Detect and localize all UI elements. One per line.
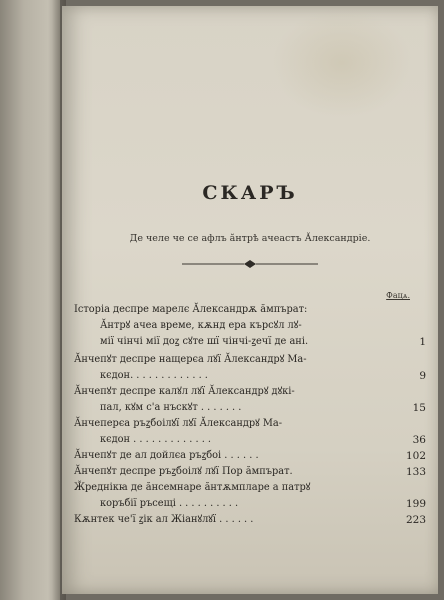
toc-page-number: 9	[419, 370, 426, 382]
toc-page-number: 199	[405, 498, 426, 510]
toc-entry-line: Ӑнчепꙋт де ал дойлєа ръꙁбоі . . . . . .	[74, 450, 259, 461]
toc-entry-line: Ӑнтрꙋ ачеа време, кѫнд ера кърсꙋл лꙋ-	[100, 320, 302, 331]
toc-page-number: 36	[412, 434, 426, 446]
paper-stain	[272, 8, 412, 118]
toc-page-number: 1	[419, 336, 426, 348]
page-title: СКАРЪ	[202, 182, 298, 204]
book-page	[62, 6, 438, 594]
toc-entry	[74, 302, 426, 350]
toc-entry	[74, 384, 426, 416]
toc-entry	[74, 416, 426, 448]
facing-page-edge	[0, 0, 60, 600]
toc-entry	[74, 464, 426, 480]
toc-page-number: 133	[405, 466, 426, 478]
toc-page-number: 15	[412, 402, 426, 414]
toc-entry-line: коръбії ръсещі . . . . . . . . . .	[100, 498, 239, 509]
toc-entry-line: Ӑнчепꙋт деспре калꙋл лꙋї Ӑлександрꙋ дꙋкі-	[74, 386, 295, 397]
toc-entry-line: кєдон . . . . . . . . . . . . .	[100, 434, 212, 445]
page-subtitle: Де челе че се афлъ ӑнтрѣ ачеастъ Ӑлександріе.	[129, 233, 371, 244]
toc-entry	[74, 512, 426, 528]
toc-entry	[74, 480, 426, 512]
toc-entry-line: Ӑнчеперєа ръꙁбоілꙋї лꙋї Ӑлександрꙋ Ма-	[74, 418, 283, 429]
page-column-header: Фацѧ.	[386, 291, 410, 300]
toc-entry-line: пал, кꙋм с'а нъскꙋт . . . . . . .	[100, 402, 242, 413]
toc-entry-line: Ӑнчепꙋт деспре нащерєа лꙋї Ӑлександрꙋ Ма-	[74, 354, 307, 365]
toc-entry-line: Історіа деспре марелє Ӑлександрѫ ӑмпърат:	[74, 304, 308, 315]
toc-entry	[74, 448, 426, 464]
toc-entry-line: мії чінчі мії доꙁ сꙋте шї чінчі-ꙁечї де ані.	[100, 336, 309, 347]
toc-entry-line: Кѫнтек че'ї ꙁік ал Жіанꙋлꙋї . . . . . .	[74, 514, 254, 525]
toc-entry-line: Ӑнчепꙋт деспре ръꙁбоілꙋ лꙋї Пор ӑмпърат.	[74, 466, 293, 477]
ornament-divider	[182, 258, 318, 270]
toc-entry-line: кєдон. . . . . . . . . . . . .	[100, 370, 208, 381]
toc-page-number: 223	[405, 514, 426, 526]
toc-entry	[74, 352, 426, 384]
toc-entry-line: Ӂреднікꙗ де ӑнсемнаре ӑнтѫмпларе а патрꙋ	[74, 482, 311, 493]
toc-page-number: 102	[405, 450, 426, 462]
